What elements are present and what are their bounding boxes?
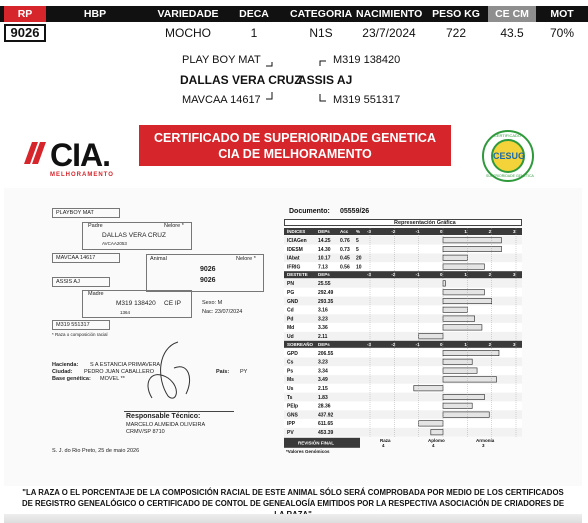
row-name: ICIAGen xyxy=(287,238,307,244)
row-name: Us xyxy=(287,386,294,392)
documento-number: 05559/26 xyxy=(340,208,370,215)
row-dep: 292.49 xyxy=(318,290,334,296)
row-name: PG xyxy=(287,290,295,296)
row-name: Md xyxy=(287,325,295,332)
dep-bar xyxy=(443,238,501,243)
ped-dam-sire: M319 138420 xyxy=(333,54,401,66)
tree-l5c: 1364 xyxy=(120,310,131,315)
seal-top: CERTIFICADO xyxy=(494,133,522,138)
signature-icon xyxy=(138,338,208,408)
dep-bar xyxy=(443,281,445,286)
section-label: ÍNDICES xyxy=(287,229,306,234)
dep-bar xyxy=(414,386,443,391)
row-name: IPP xyxy=(287,421,296,428)
row-dep: 3.49 xyxy=(318,377,328,384)
row-name: GPD xyxy=(287,350,298,357)
pais-label: País: xyxy=(216,369,230,375)
title-line-2: CIA DE MELHORAMENTO xyxy=(218,147,372,161)
row-dep: 3.36 xyxy=(318,325,328,332)
col-variedad: VARIEDADE xyxy=(157,8,219,20)
col-hbp: HBP xyxy=(83,8,107,20)
section-label: SOBREAÑO xyxy=(287,341,314,347)
row-dep: 14.25 xyxy=(318,238,331,244)
dep-bar xyxy=(419,334,443,339)
ciudad-value: PEDRO JUAN CABALLERO xyxy=(84,369,154,375)
tree-l5b: CE IP xyxy=(164,300,181,307)
tree-sexo: Sexo: M xyxy=(202,300,223,306)
row-acc: 0.56 xyxy=(340,264,350,271)
row-acc: 0.76 xyxy=(340,238,350,244)
scale-tick: -1 xyxy=(415,272,420,278)
scale-tick: -3 xyxy=(367,229,372,234)
row-dep: 14.30 xyxy=(318,246,331,253)
row-pct: 5 xyxy=(356,238,359,244)
tree-l3: MAVCAA 14617 xyxy=(56,255,96,261)
val-mot: 70% xyxy=(549,26,575,40)
raza-value: 4 xyxy=(382,442,385,448)
scale-tick: -3 xyxy=(367,341,372,347)
scale-tick: 2 xyxy=(488,272,492,278)
row-dep: 3.16 xyxy=(318,307,328,314)
pedigree-connectors xyxy=(0,0,588,120)
row-dep: 3.23 xyxy=(318,359,328,366)
dep-bar xyxy=(443,394,484,399)
tree-id-1: 9026 xyxy=(200,266,216,273)
section-label: DESTETE xyxy=(287,272,308,278)
scale-tick: -1 xyxy=(415,341,420,347)
row-dep: 25.55 xyxy=(318,281,331,288)
row-pct: 20 xyxy=(356,255,362,262)
pais-value: PY xyxy=(240,369,248,375)
col-peso: PESO KG xyxy=(432,8,480,20)
row-name: Cs xyxy=(287,359,294,366)
scale-tick: 1 xyxy=(464,272,467,278)
ciudad-label: Ciudad: xyxy=(52,369,73,375)
seal-bottom: SUPERIORIDADE GENETICA xyxy=(486,174,534,178)
base-label: Base genética: xyxy=(52,376,91,382)
tree-l2b: AVCAA2053 xyxy=(102,241,127,246)
val-categoria: N1S xyxy=(309,26,333,40)
val-deca: 1 xyxy=(250,26,258,40)
dep-bar xyxy=(443,377,497,382)
dep-bar xyxy=(443,290,484,295)
hacienda-value: S A ESTANCIA PRIMAVERA xyxy=(90,362,161,368)
place-date: S. J. do Rio Preto, 25 de maio 2026 xyxy=(52,448,140,454)
col-mot: MOT xyxy=(550,8,574,20)
row-name: PV xyxy=(287,430,294,436)
scale-tick: 3 xyxy=(513,229,516,234)
row-acc: 0.45 xyxy=(340,255,350,262)
row-name: Ts xyxy=(287,394,293,401)
genetic-table xyxy=(284,220,522,466)
tree-l5: M319 138420 xyxy=(116,300,156,307)
row-dep: 2.11 xyxy=(318,334,328,340)
armonia-value: 3 xyxy=(482,442,485,448)
dep-col-label: DEPs xyxy=(318,341,330,347)
footer-note: "LA RAZA O EL PORCENTAJE DE LA COMPOSICIÓN RACIAL DE ESTE ANIMAL SÓLO SERÁ COMPROBADA POR MEDIO DE LOS CERTIFICADOS DE REGISTRO GENEALÓGICO O CERTIFICADO DE CONTOL DE GENEALOGÍA EMITIDOS POR LA RESPECTIVA ASOCIACIÓN DE CRIADORES DE xyxy=(21,488,565,508)
row-name: PElp xyxy=(287,403,299,410)
ped-sire: DALLAS VERA CRUZ xyxy=(180,73,302,87)
tree-madre: Madre xyxy=(88,291,104,297)
resp-crmv: CRMV/SP 8710 xyxy=(126,429,165,435)
scale-tick: 0 xyxy=(440,272,443,278)
row-dep: 1.83 xyxy=(318,394,328,401)
val-nacimiento: 23/7/2024 xyxy=(362,26,416,40)
brand-name: CIA. xyxy=(50,137,110,173)
dep-bar xyxy=(443,246,501,251)
revision-label: REVISIÓN FINAL xyxy=(298,440,335,446)
row-pct: 10 xyxy=(356,264,362,271)
dep-bar xyxy=(443,255,467,260)
val-variedad: MOCHO xyxy=(165,26,211,40)
tree-animal: Animal xyxy=(150,256,167,262)
seal-center: CESUG xyxy=(491,139,525,173)
pct-col-label: % xyxy=(356,229,361,234)
dep-bar xyxy=(443,412,489,417)
dep-col-label: DEPs xyxy=(318,229,330,234)
scale-tick: -2 xyxy=(391,341,396,347)
tree-padre: Padre xyxy=(88,223,103,229)
ped-dam: ASSIS AJ xyxy=(298,73,353,87)
row-dep: 10.17 xyxy=(318,255,331,262)
tree-l2: DALLAS VERA CRUZ xyxy=(102,232,166,239)
row-dep: 7.13 xyxy=(318,264,328,271)
row-pct: 5 xyxy=(356,246,359,253)
scale-tick: 2 xyxy=(488,341,492,347)
scale-tick: -2 xyxy=(391,272,396,278)
row-dep: 453.39 xyxy=(318,430,334,436)
ped-sire-dam: MAVCAA 14617 xyxy=(182,94,261,106)
resp-name: MARCELO ALMEIDA OLIVEIRA xyxy=(126,422,206,428)
signature-line xyxy=(124,411,234,412)
scale-tick: 3 xyxy=(513,341,516,347)
dep-bar xyxy=(443,316,475,321)
row-name: GNS xyxy=(287,412,298,419)
scale-tick: 0 xyxy=(440,229,443,234)
row-dep: 28.36 xyxy=(318,403,331,410)
tree-id-2: 9026 xyxy=(200,277,216,284)
resp-label: Responsable Técnico: xyxy=(126,413,201,420)
row-name: IFRIG xyxy=(287,264,301,271)
col-rp: RP xyxy=(4,6,46,22)
cesug-seal-icon xyxy=(482,130,534,182)
scale-tick: 3 xyxy=(513,272,516,278)
col-categoria: CATEGORIA xyxy=(290,8,353,20)
scale-tick: 1 xyxy=(464,341,467,347)
certificate-title xyxy=(139,125,451,166)
dep-bar xyxy=(443,403,472,408)
rep-title: Representación Gráfica xyxy=(394,220,456,226)
scale-tick: -1 xyxy=(415,229,420,234)
tree-l6: M319 551317 xyxy=(56,322,90,328)
armonia-label: Armonía xyxy=(476,437,495,443)
tree-nelore-1: Nelore * xyxy=(164,223,184,229)
dep-bar xyxy=(443,368,477,373)
row-name: IAbat xyxy=(287,255,300,262)
scale-tick: -3 xyxy=(367,272,372,278)
row-dep: 437.92 xyxy=(318,412,334,419)
documento-label: Documento: xyxy=(289,208,330,215)
row-dep: 206.55 xyxy=(318,350,334,357)
row-name: Pd xyxy=(287,316,294,323)
aplomo-label: Aplomo xyxy=(428,437,445,443)
dep-bar xyxy=(443,350,499,355)
val-peso: 722 xyxy=(445,26,467,40)
tree-l1: PLAYBOY MAT xyxy=(56,210,94,216)
tree-raza-note: * Raza o composición racial xyxy=(52,332,108,337)
row-dep: 3.34 xyxy=(318,368,328,375)
base-value: MOVEL ** xyxy=(100,376,125,382)
scale-tick: 1 xyxy=(464,229,467,234)
col-nacimiento: NACIMIENTO xyxy=(356,8,423,20)
dep-bar xyxy=(431,430,443,435)
tree-l4: ASSIS AJ xyxy=(56,279,80,285)
row-name: Cd xyxy=(287,307,294,314)
dep-bar xyxy=(443,307,467,312)
dep-bar xyxy=(443,325,482,330)
certificate xyxy=(4,124,582,523)
aplomo-value: 4 xyxy=(432,442,435,448)
cia-logo-icon xyxy=(22,138,48,168)
row-dep: 3.23 xyxy=(318,316,328,323)
raza-label: Raza xyxy=(380,437,391,443)
title-line-1: CERTIFICADO DE SUPERIORIDADE GENETICA xyxy=(154,131,436,145)
tree-nac: Nac: 23/07/2024 xyxy=(202,309,243,315)
val-ce: 43.5 xyxy=(500,26,524,40)
row-name: GND xyxy=(287,298,299,305)
genetic-chart xyxy=(284,220,522,466)
row-acc: 0.73 xyxy=(340,246,350,253)
row-name: Ps xyxy=(287,368,294,375)
hacienda-label: Hacienda: xyxy=(52,362,79,368)
row-name: PN xyxy=(287,281,294,288)
row-dep: 2.15 xyxy=(318,386,328,392)
scale-tick: 0 xyxy=(440,341,443,347)
row-name: Ud xyxy=(287,334,294,340)
tree-nelore-2: Nelore * xyxy=(236,256,256,262)
scale-tick: -2 xyxy=(391,229,396,234)
dep-col-label: DEPs xyxy=(318,272,330,278)
val-rp: 9026 xyxy=(4,24,46,42)
ped-dam-dam: M319 551317 xyxy=(333,94,401,106)
valores-note: *Valores Genómicos xyxy=(286,448,330,454)
dep-bar xyxy=(443,359,472,364)
scale-tick: 2 xyxy=(488,229,492,234)
col-ce: CE CM xyxy=(488,6,536,22)
row-name: Ms xyxy=(287,377,294,384)
footer-bar xyxy=(4,514,582,523)
dep-bar xyxy=(443,264,484,269)
row-name: IDESM xyxy=(287,246,303,253)
brand-sub: MELHORAMENTO xyxy=(50,172,114,178)
row-dep: 611.65 xyxy=(318,421,334,428)
ped-sire-sire: PLAY BOY MAT xyxy=(182,54,261,66)
row-dep: 293.35 xyxy=(318,298,334,305)
acc-col-label: Acc xyxy=(340,229,349,234)
col-deca: DECA xyxy=(239,8,269,20)
dep-bar xyxy=(419,421,443,426)
